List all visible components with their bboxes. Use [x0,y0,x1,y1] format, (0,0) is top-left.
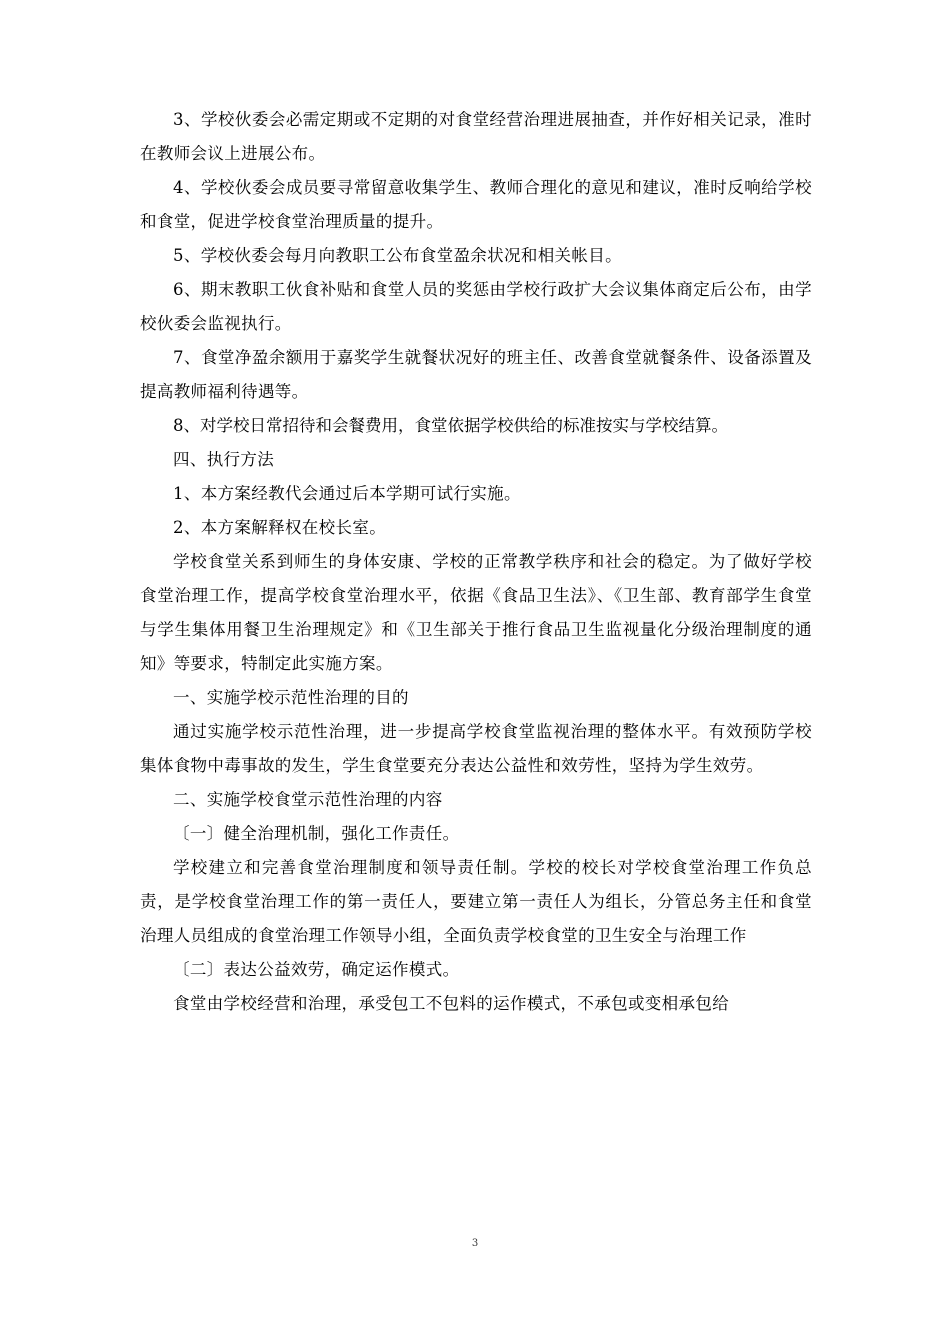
paragraph-item-7: 7、食堂净盈余额用于嘉奖学生就餐状况好的班主任、改善食堂就餐条件、设备添置及提高教师福利待遇等。 [140,348,812,401]
paragraph-item-6: 6、期末教职工伙食补贴和食堂人员的奖惩由学校行政扩大会议集体商定后公布，由学校伙委会监视执行。 [140,280,812,333]
subheading-operation: 〔二〕表达公益效劳，确定运作模式。 [173,960,460,979]
paragraph-mechanism: 学校建立和完善食堂治理制度和领导责任制。学校的校长对学校食堂治理工作负总责，是学校食堂治理工作的第一责任人，要建立第一责任人为组长，分管总务主任和食堂治理人员组成的食堂治理工作领导小组，全面负责学校食堂的卫生安全与治理工作 [140,858,812,945]
paragraph-item-3: 3、学校伙委会必需定期或不定期的对食堂经营治理进展抽查，并作好相关记录，准时在教师会议上进展公布。 [140,110,812,163]
paragraph-purpose: 通过实施学校示范性治理，进一步提高学校食堂监视治理的整体水平。有效预防学校集体食物中毒事故的发生，学生食堂要充分表达公益性和效劳性，坚持为学生效劳。 [140,722,812,775]
paragraph-operation: 食堂由学校经营和治理，承受包工不包料的运作模式，不承包或变相承包给 [173,994,730,1013]
page-number: 3 [471,1238,479,1249]
subheading-mechanism: 〔一〕健全治理机制，强化工作责任。 [173,824,460,843]
section-heading-purpose: 一、实施学校示范性治理的目的 [173,688,409,707]
paragraph-item-5: 5、学校伙委会每月向教职工公布食堂盈余状况和相关帐目。 [173,246,622,265]
paragraph-item-8: 8、对学校日常招待和会餐费用，食堂依据学校供给的标准按实与学校结算。 [173,416,728,435]
section-heading-execution: 四、执行方法 [173,450,275,469]
section-heading-content: 二、实施学校食堂示范性治理的内容 [173,790,443,809]
paragraph-execution-2: 2、本方案解释权在校长室。 [173,518,387,537]
document-body [140,103,812,1021]
paragraph-execution-1: 1、本方案经教代会通过后本学期可试行实施。 [173,484,521,503]
paragraph-item-4: 4、学校伙委会成员要寻常留意收集学生、教师合理化的意见和建议，准时反响给学校和食堂，促进学校食堂治理质量的提升。 [140,178,812,231]
paragraph-intro: 学校食堂关系到师生的身体安康、学校的正常教学秩序和社会的稳定。为了做好学校食堂治理工作，提高学校食堂治理水平，依据《食品卫生法》、《卫生部、教育部学生食堂与学生集体用餐卫生治理规定》和《卫生部关于推行食品卫生监视量化分级治理制度的通知》等要求，特制定此实施方案。 [140,552,812,673]
